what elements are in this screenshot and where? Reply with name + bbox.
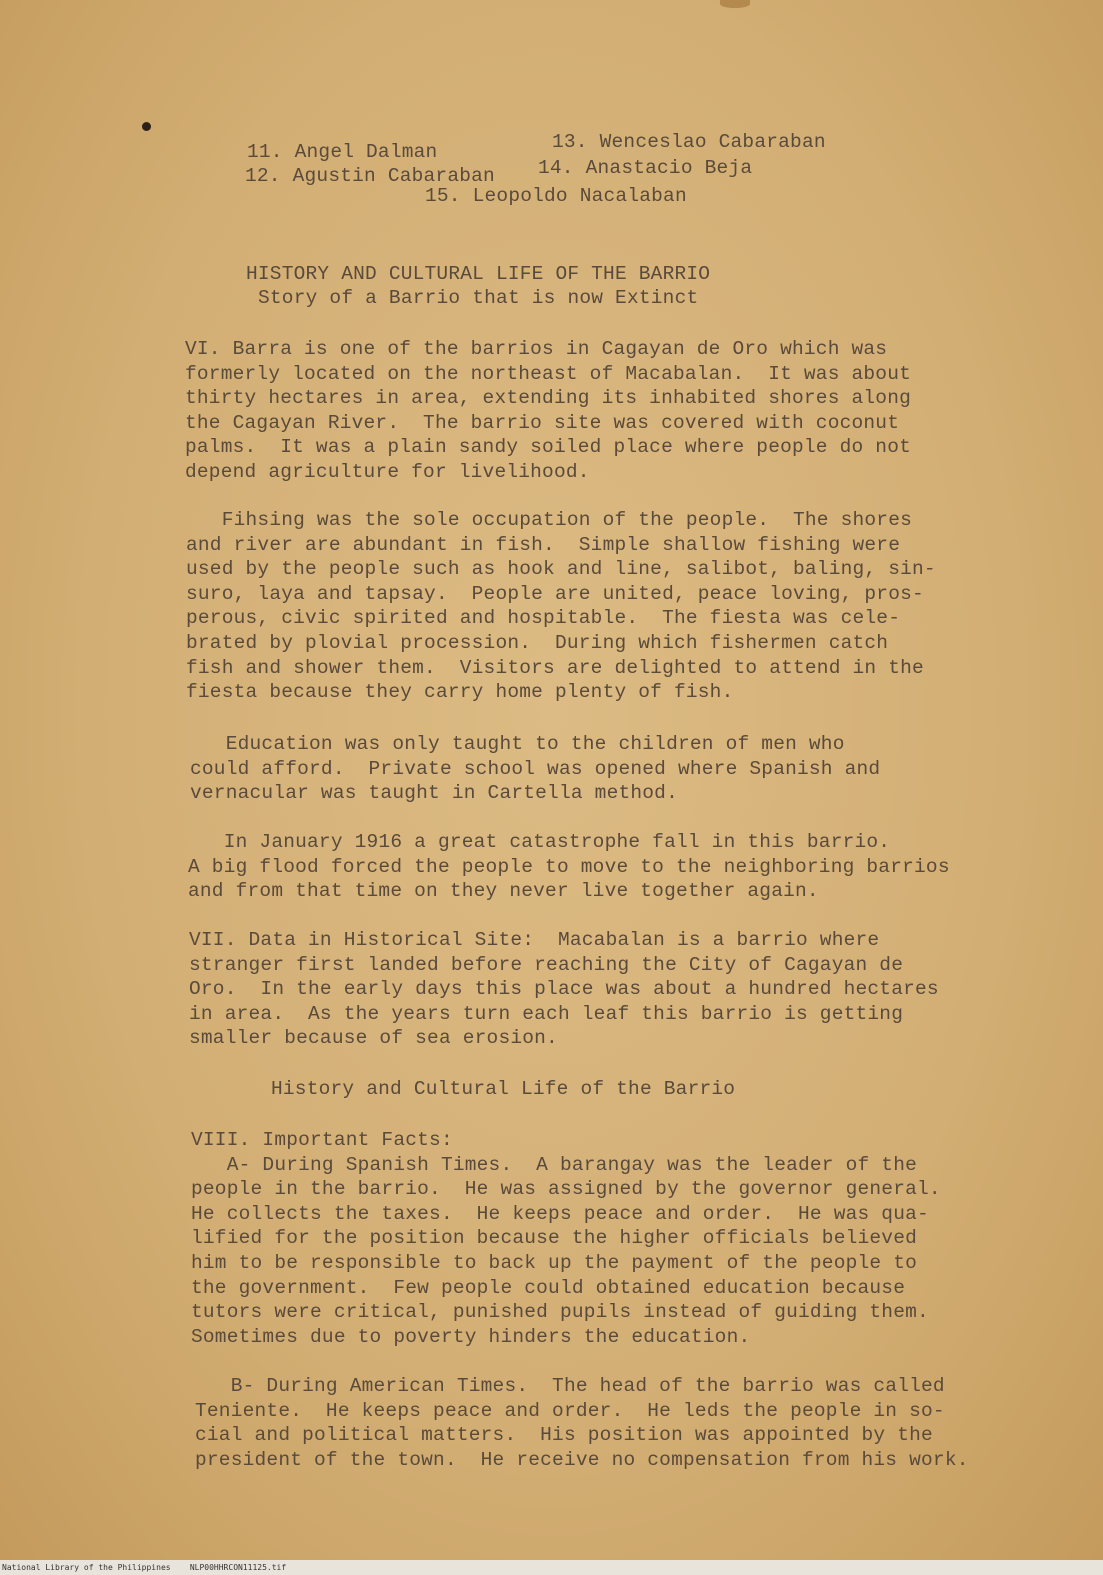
text-line: Education was only taught to the children of men who (190, 733, 845, 755)
text-line: thirty hectares in area, extending its inhabited shores along (185, 387, 912, 410)
text-line: suro, laya and tapsay. People are united, peace loving, pros- (186, 582, 924, 605)
text-line: He collects the taxes. He keeps peace and order. He was qua- (191, 1202, 929, 1225)
text-line: vernacular was taught in Cartella method. (190, 782, 678, 805)
archive-footer (0, 1560, 1103, 1575)
name-12: 12. Agustin Cabaraban (245, 165, 495, 187)
text-line: used by the people such as hook and line, salibot, baling, sin- (186, 558, 936, 581)
text-line: In January 1916 a great catastrophe fall in this barrio. (188, 831, 891, 853)
text-line: VII. Data in Historical Site: Macabalan is a barrio where (189, 929, 880, 951)
text-line: A big flood forced the people to move to the neighboring barrios (188, 855, 950, 878)
text-line: palms. It was a plain sandy soiled place where people do not (185, 436, 912, 459)
text-line: lified for the position because the higher officials believed (191, 1227, 918, 1250)
text-line: brated by plovial procession. During which fishermen catch (186, 632, 889, 654)
text-line: VI. Barra is one of the barrios in Cagayan de Oro which was (185, 338, 888, 360)
footer-file: NLP00HHRCON11125.tif (189, 1563, 287, 1572)
text-line: the government. Few people could obtained education because (191, 1276, 906, 1299)
text-line: cial and political matters. His position was appointed by the (195, 1424, 933, 1447)
section-subheading-1: Story of a Barrio that is now Extinct (258, 287, 699, 309)
text-line: in area. As the years turn each leaf this barrio is getting (189, 1002, 904, 1025)
text-line: the Cagayan River. The barrio site was covered with coconut (185, 411, 900, 434)
text-line: fish and shower them. Visitors are delighted to attend in the (186, 656, 924, 679)
text-line: fiesta because they carry home plenty of fish. (186, 681, 734, 704)
text-line: VIII. Important Facts: (191, 1129, 453, 1151)
name-15: 15. Leopoldo Nacalaban (425, 185, 687, 207)
section-heading-2: History and Cultural Life of the Barrio (271, 1078, 736, 1100)
text-line: Teniente. He keeps peace and order. He leds the people in so- (195, 1399, 945, 1422)
name-14: 14. Anastacio Beja (538, 157, 753, 179)
text-line: and from that time on they never live together again. (188, 880, 819, 903)
text-line: stranger first landed before reaching the City of Cagayan de (189, 953, 904, 976)
ink-dot (142, 122, 151, 131)
text-line: and river are abundant in fish. Simple shallow fishing were (186, 533, 901, 556)
footer-library: National Library of the Philippines (2, 1563, 171, 1572)
text-line: Sometimes due to poverty hinders the education. (191, 1325, 751, 1348)
text-line: perous, civic spirited and hospitable. The fiesta was cele- (186, 607, 901, 630)
name-11: 11. Angel Dalman (247, 141, 438, 163)
text-line: Fihsing was the sole occupation of the people. The shores (186, 509, 913, 531)
text-line: Oro. In the early days this place was about a hundred hectares (189, 978, 939, 1001)
text-line: could afford. Private school was opened where Spanish and (190, 757, 881, 780)
text-line: smaller because of sea erosion. (189, 1027, 558, 1050)
text-line: formerly located on the northeast of Macabalan. It was about (185, 362, 912, 385)
text-line: A- During Spanish Times. A barangay was the leader of the (191, 1153, 918, 1176)
page-edge-nick (720, 0, 750, 8)
text-line: B- During American Times. The head of the barrio was called (195, 1375, 945, 1397)
text-line: depend agriculture for livelihood. (185, 461, 590, 483)
name-13: 13. Wenceslao Cabaraban (552, 131, 826, 153)
text-line: people in the barrio. He was assigned by the governor general. (191, 1178, 941, 1201)
section-heading-1: HISTORY AND CULTURAL LIFE OF THE BARRIO (246, 263, 711, 285)
text-line: tutors were critical, punished pupils instead of guiding them. (191, 1301, 929, 1324)
text-line: him to be responsible to back up the payment of the people to (191, 1252, 918, 1274)
text-line: president of the town. He receive no compensation from his work. (195, 1448, 969, 1471)
